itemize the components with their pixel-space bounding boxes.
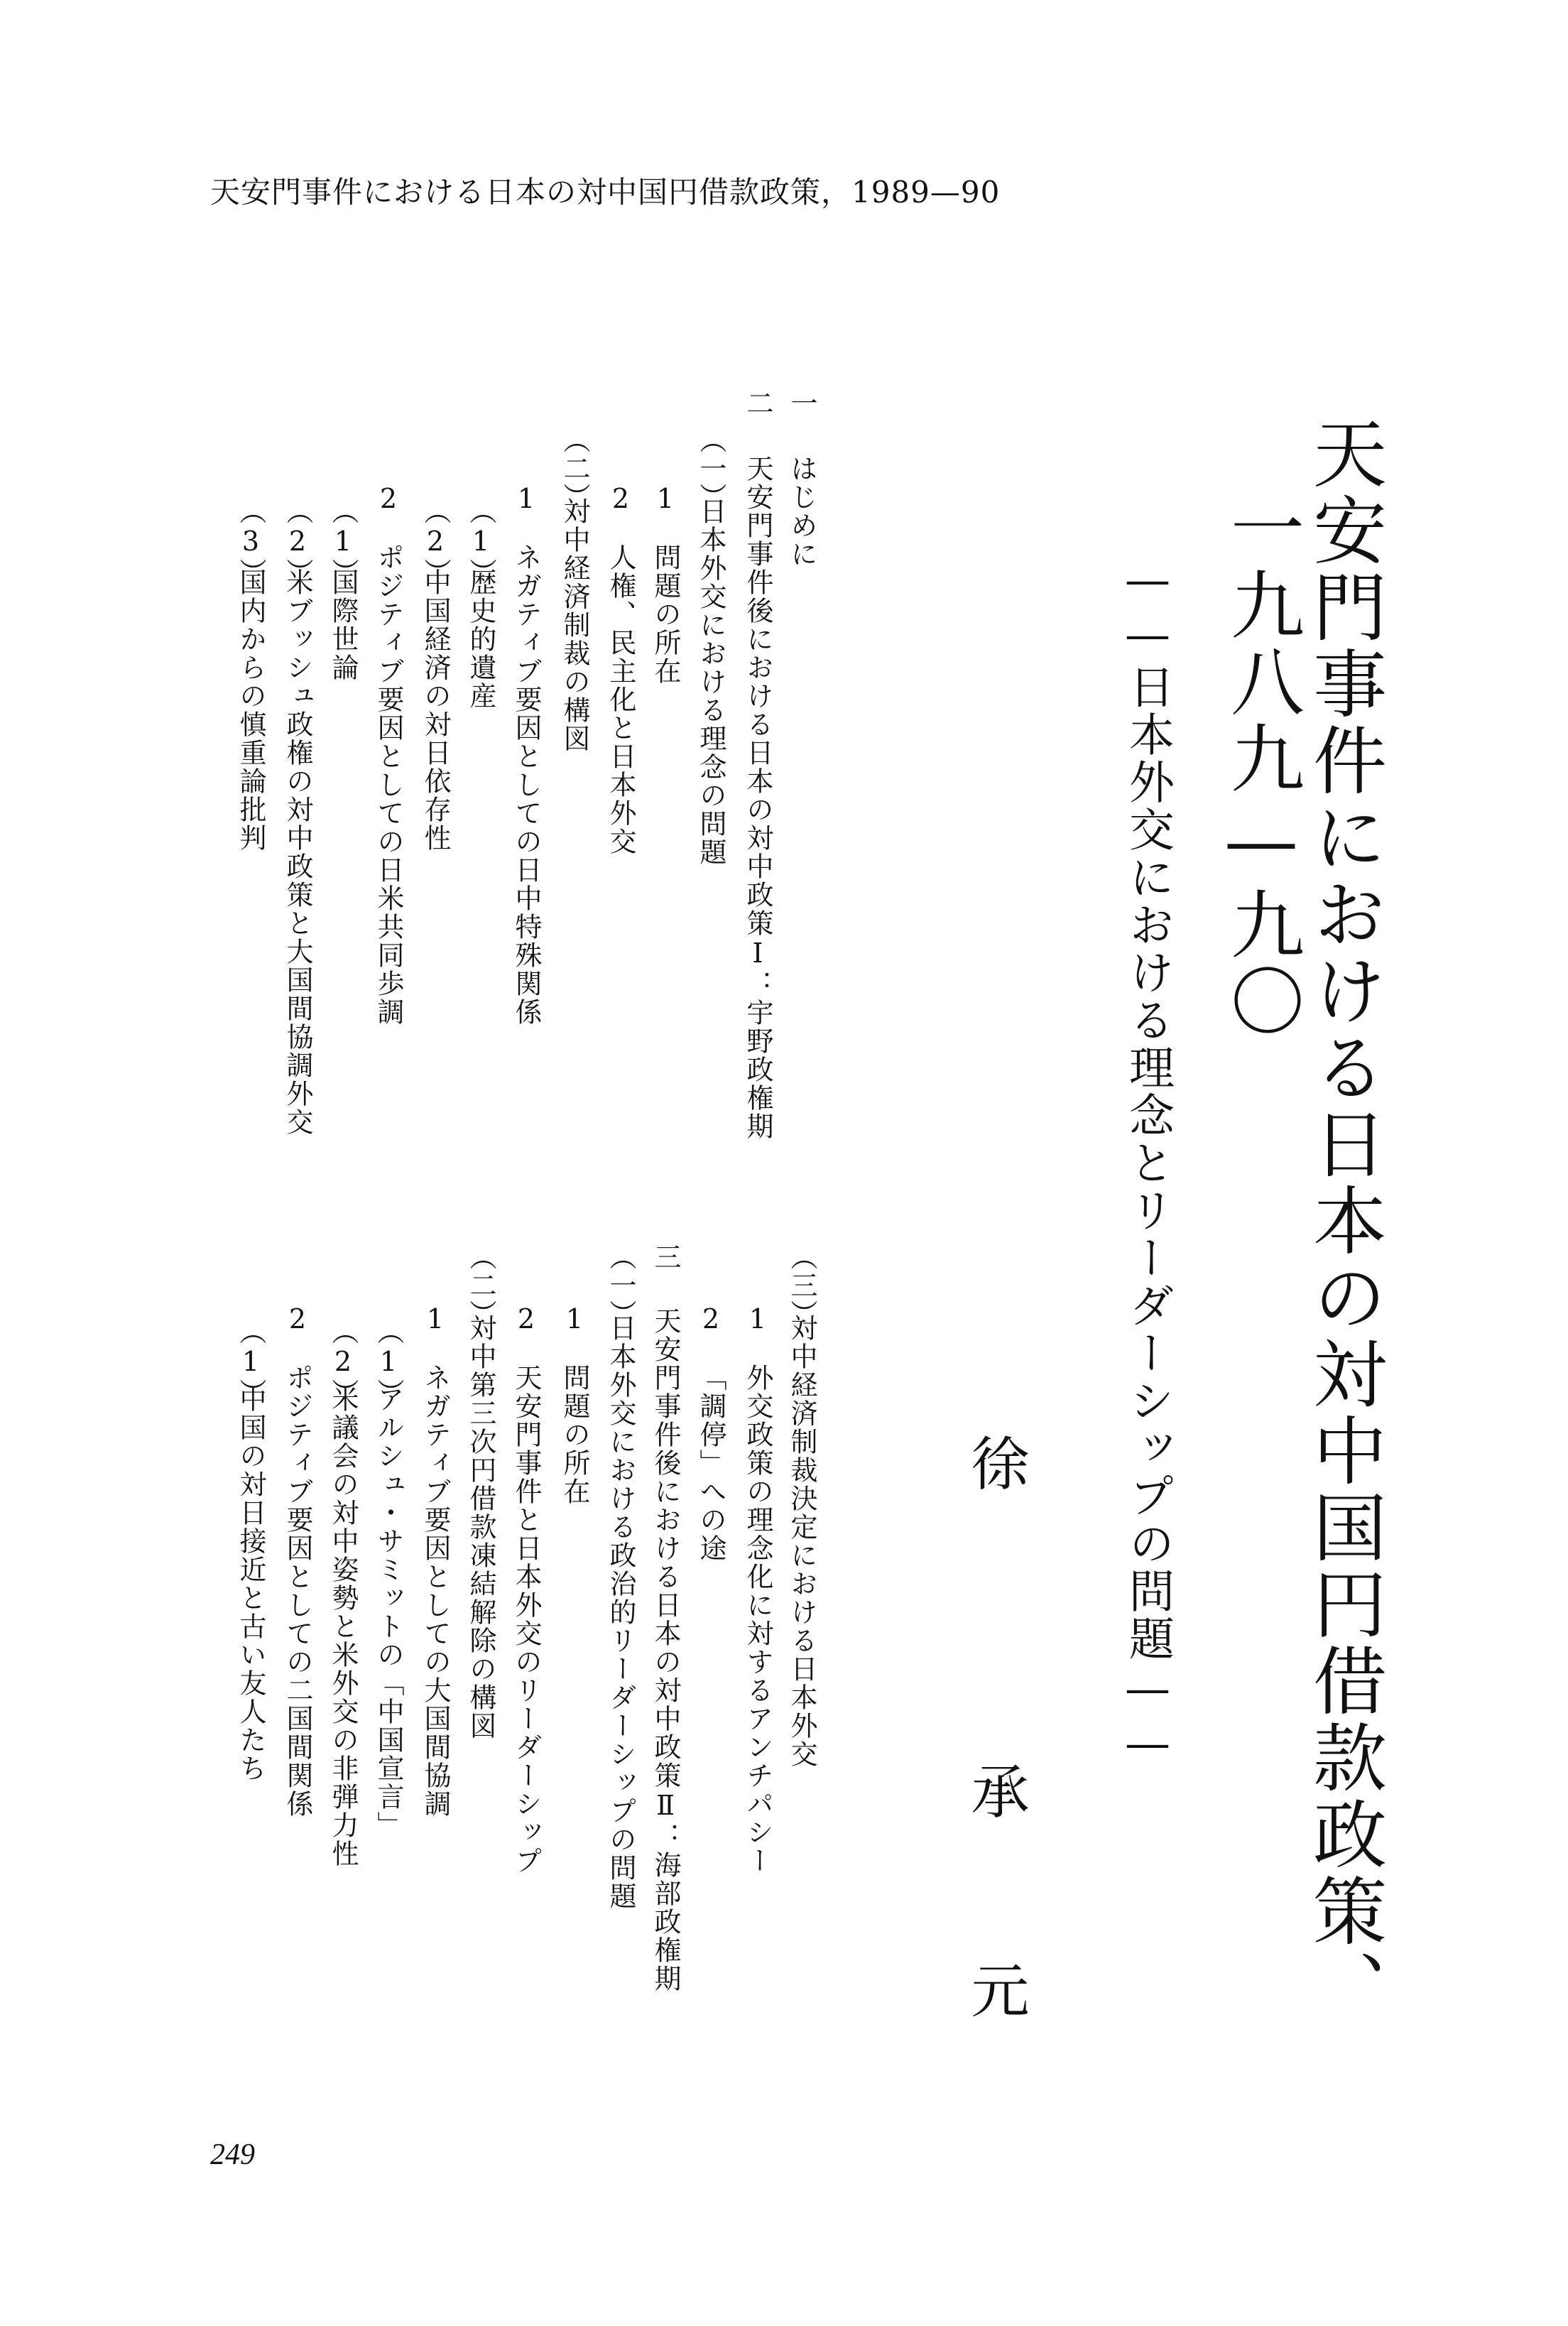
- toc-upper-heading-4: 問題の所在: [650, 543, 681, 685]
- toc-lower-number-11: （2）: [327, 1317, 359, 1407]
- toc-lower-heading-9: ネガティブ要因としての大国間協調: [420, 1364, 451, 1818]
- toc-upper-number-2: 二: [742, 389, 773, 418]
- toc-lower-number-13: （1）: [235, 1317, 266, 1407]
- title-line-2: 一九八九—九〇: [1218, 490, 1305, 1040]
- toc-lower-heading-10: アルシュ・サミットの「中国宣言」: [373, 1385, 404, 1839]
- toc-upper-heading-11: 国際世論: [327, 568, 359, 682]
- toc-lower-heading-12: ポジティブ要因としての二国間関係: [282, 1364, 313, 1818]
- toc-lower-heading-1: 対中経済制裁決定における日本外交: [786, 1314, 817, 1768]
- toc-upper-heading-10: ポジティブ要因としての日米共同歩調: [373, 543, 404, 1026]
- toc-lower-number-7: 2: [511, 1303, 542, 1336]
- toc-upper-heading-13: 国内からの慎重論批判: [235, 568, 266, 852]
- toc-upper-heading-3: 日本外交における理念の問題: [695, 497, 726, 866]
- toc-upper-number-4: 1: [650, 483, 681, 516]
- toc-upper-heading-2: 天安門事件後における日本の対中政策Ⅰ：宇野政権期: [742, 455, 773, 1141]
- toc-lower-number-5: （一）: [605, 1243, 636, 1328]
- toc-upper-number-13: （3）: [235, 497, 266, 587]
- toc-lower-heading-3: 「調停」への途: [695, 1364, 726, 1563]
- toc-lower-heading-13: 中国の対日接近と古い友人たち: [235, 1385, 266, 1783]
- toc-lower-number-1: （三）: [786, 1243, 817, 1328]
- toc-lower-number-10: （1）: [373, 1317, 404, 1407]
- toc-upper-heading-8: 歴史的遺産: [465, 568, 496, 710]
- toc-lower-heading-11: 米議会の対中姿勢と米外交の非弾力性: [327, 1385, 359, 1868]
- toc-upper-heading-9: 中国経済の対日依存性: [420, 568, 451, 852]
- author-name-char-3: 元: [962, 1960, 1029, 2020]
- toc-upper-number-11: （1）: [327, 497, 359, 587]
- toc-lower-heading-5: 日本外交における政治的リーダーシップの問題: [605, 1314, 636, 1911]
- toc-lower-number-12: 2: [282, 1303, 313, 1336]
- toc-lower-heading-8: 対中第三次円借款凍結解除の構図: [465, 1314, 496, 1740]
- toc-upper-number-12: （2）: [282, 497, 313, 587]
- page-number: 249: [210, 2138, 255, 2171]
- toc-lower-number-4: 三: [650, 1243, 681, 1271]
- toc-upper-heading-12: 米ブッシュ政権の対中政策と大国間協調外交: [282, 568, 313, 1136]
- toc-lower-number-3: 2: [695, 1303, 726, 1336]
- toc-lower-number-2: 1: [742, 1303, 773, 1336]
- toc-upper-heading-7: ネガティブ要因としての日中特殊関係: [511, 543, 542, 1026]
- toc-lower-heading-4: 天安門事件後における日本の対中政策Ⅱ：海部政権期: [650, 1307, 681, 1993]
- subtitle: ——日本外交における理念とリーダーシップの問題——: [1121, 554, 1174, 1772]
- toc-upper-number-3: （一）: [695, 426, 726, 511]
- toc-upper-number-10: 2: [373, 483, 404, 516]
- toc-lower-heading-6: 問題の所在: [559, 1364, 590, 1506]
- toc-lower-number-9: 1: [420, 1303, 451, 1336]
- toc-upper-heading-6: 対中経済制裁の構図: [559, 497, 590, 753]
- toc-lower-heading-7: 天安門事件と日本外交のリーダーシップ: [511, 1364, 542, 1875]
- toc-upper-number-1: 一: [786, 389, 817, 418]
- toc-upper-heading-1: はじめに: [786, 455, 817, 568]
- title-line-1: 天安門事件における日本の対中国円借款政策、: [1300, 415, 1387, 2026]
- toc-lower-number-6: 1: [559, 1303, 590, 1336]
- toc-upper-heading-5: 人権、民主化と日本外交: [605, 543, 636, 856]
- toc-upper-number-7: 1: [511, 483, 542, 516]
- toc-lower-heading-2: 外交政策の理念化に対するアンチパシー: [742, 1364, 773, 1875]
- toc-upper-number-6: （二）: [559, 426, 590, 511]
- author-name-char-2: 承: [962, 1761, 1029, 1821]
- toc-upper-number-8: （1）: [465, 497, 496, 587]
- toc-lower-number-8: （二）: [465, 1243, 496, 1328]
- toc-upper-number-5: 2: [605, 483, 636, 516]
- author-name-char-1: 徐: [962, 1433, 1029, 1493]
- running-head: 天安門事件における日本の対中国円借款政策，1989—90: [210, 175, 1001, 210]
- toc-upper-number-9: （2）: [420, 497, 451, 587]
